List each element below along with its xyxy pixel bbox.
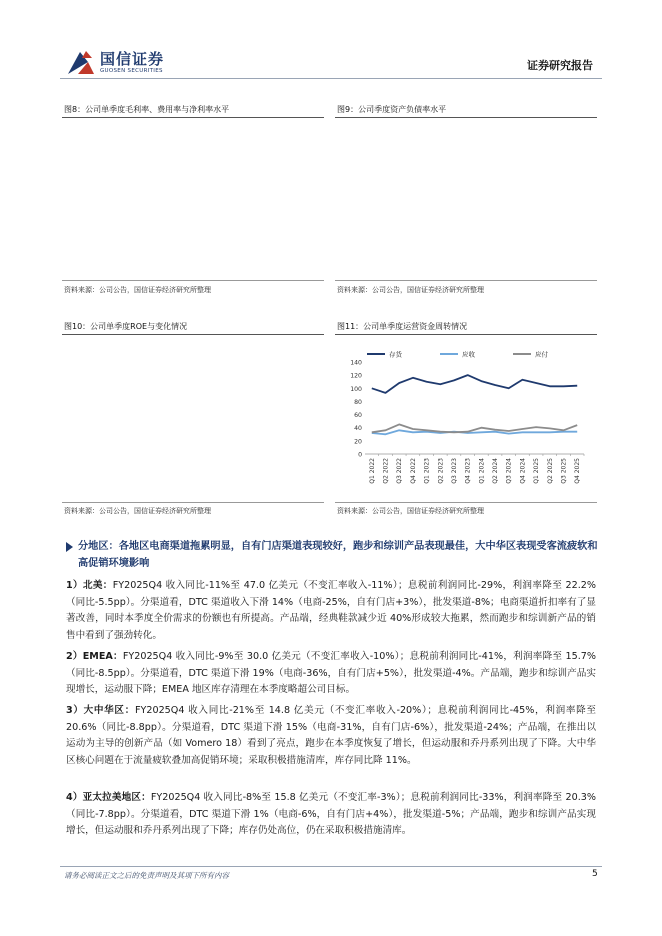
logo [60,46,190,78]
fig11-series-line [372,375,577,393]
fig11-ytick-label: 120 [350,372,362,380]
fig11-xtick-label: Q4 2023 [464,458,472,484]
fig11-ytick-label: 100 [350,385,362,393]
fig11-xtick-label: Q2 2023 [437,458,445,484]
fig11-xtick-label: Q4 2024 [519,458,527,484]
fig11-xtick-label: Q2 2025 [546,458,554,484]
fig9-title: 图9：公司季度资产负债率水平 [337,105,447,114]
fig10-title: 图10：公司单季度ROE与变化情况 [64,322,188,331]
footer-disclaimer: 请务必阅读正文之后的免责声明及其项下所有内容 [64,871,229,880]
fig11-xtick-label: Q1 2024 [478,458,486,484]
fig8-bottom-rule [62,280,324,281]
paragraph-label: 3）大中华区： [66,705,135,716]
paragraph-apla [66,790,596,840]
paragraph-north-america [66,578,596,644]
report-type: 证券研究报告 [527,59,593,72]
paragraph-emea [66,649,596,699]
fig11-ytick-label: 140 [350,359,362,367]
fig10-source: 资料来源：公司公告，国信证券经济研究所整理 [64,507,211,515]
fig11-xtick-label: Q2 2022 [382,458,390,484]
fig11-title: 图11：公司单季度运营资金周转情况 [337,322,468,331]
fig9-top-rule [335,117,597,118]
paragraph-label: 4）亚太拉美地区： [66,792,151,803]
footer-divider [60,866,602,867]
fig11-xtick-label: Q3 2023 [450,458,458,484]
fig11-chart [335,327,605,497]
bullet-icon [66,542,73,552]
company-name-en: GUOSEN SECURITIES [100,68,163,74]
fig11-ytick-label: 0 [358,451,362,459]
logo-mark-icon [66,48,96,78]
paragraph-text: FY2025Q4 收入同比-9%至 30.0 亿美元（不变汇率收入-10%）；息税前利润同比-41%，利润率降至 15.7%（同比-8.5pp）。分渠道看，DTC 渠道下滑 19%（电商-36%，自有门店+5%），批发渠道-4%。产品端，跑步和综训产品实现增长，运动服下降；EMEA 地区库存清理在本季度略超公司目标。 [66,651,596,696]
section-heading-text: 分地区：各地区电商渠道拖累明显，自有门店渠道表现较好，跑步和综训产品表现最佳，大中华区表现受客流疲软和高促销环境影响 [78,541,598,569]
paragraph-label: 2）EMEA： [66,651,123,662]
fig11-xtick-label: Q4 2022 [409,458,417,484]
fig8-top-rule [62,117,324,118]
fig11-ytick-label: 40 [354,425,362,433]
fig11-legend-label: 应收 [462,350,475,359]
fig9-bottom-rule [335,280,597,281]
fig11-xtick-label: Q1 2025 [533,458,541,484]
fig10-bottom-rule [62,502,324,503]
paragraph-text: FY2025Q4 收入同比-8%至 15.8 亿美元（不变汇率-3%）；息税前利润同比-33%，利润率降至 20.3%（同比-7.8pp）。分渠道看，DTC 渠道下滑 1%（电商-6%，自有门店+4%），批发渠道-5%；产品端，跑步和综训产品实现增长，但运动服和乔丹系列出现了下降；库存仍处高位，仍在采取积极措施清库。 [66,792,596,837]
fig11-bottom-rule [335,502,597,503]
fig8-source: 资料来源：公司公告，国信证券经济研究所整理 [64,286,211,294]
fig11-xtick-label: Q4 2025 [574,458,582,484]
paragraph-text: FY2025Q4 收入同比-21%至 14.8 亿美元（不变汇率收入-20%）；息税前利润同比-45%，利润率降至 20.6%（同比-8.8pp）。分渠道看，DTC 渠道下滑 15%（电商-31%，自有门店-6%），批发渠道-24%；产品端，在推出以运动为主导的创新产品（如 Vomero 18）看到了亮点，跑步在本季度恢复了增长，但运动服和乔丹系列出现了下降。大中华区核心问题在于流量疲软叠加高促销环境；采取积极措施清库，库存同比降 11%。 [66,705,596,766]
fig11-legend-label: 存货 [389,350,402,359]
fig11-xtick-label: Q1 2023 [423,458,431,484]
fig11-ytick-label: 20 [354,438,362,446]
fig9-source: 资料来源：公司公告，国信证券经济研究所整理 [337,286,484,294]
fig11-xtick-label: Q1 2022 [368,458,376,484]
fig11-xtick-label: Q3 2022 [396,458,404,484]
fig11-xtick-label: Q2 2024 [492,458,500,484]
fig11-xtick-label: Q3 2025 [560,458,568,484]
header-divider [60,78,602,79]
paragraph-label: 1）北美： [66,580,113,591]
fig11-ytick-label: 80 [354,398,362,406]
fig11-source: 资料来源：公司公告，国信证券经济研究所整理 [337,507,484,515]
fig8-title: 图8：公司单季度毛利率、费用率与净利率水平 [64,105,230,114]
fig9-chart [335,120,605,290]
fig11-xtick-label: Q3 2024 [505,458,513,484]
paragraph-greater-china [66,703,596,769]
fig11-legend-label: 应付 [535,350,548,359]
section-heading [64,539,600,572]
page-number: 5 [592,869,598,879]
paragraph-text: FY2025Q4 收入同比-11%至 47.0 亿美元（不变汇率收入-11%）；息税前利润同比-29%，利润率降至 22.2%（同比-5.5pp）。分渠道看，DTC 渠道收入下滑 14%（电商-25%，自有门店+3%），批发渠道-8%；电商渠道折扣率有了显著改善，同时本季度全价需求的份额也有所提高。产品端，经典鞋款减少近 40%形成较大拖累，然而跑步和综训新产品的销售中看到了强劲转化。 [66,580,596,641]
fig11-series-line [372,430,577,434]
company-name-cn: 国信证券 [100,50,165,68]
fig11-ytick-label: 60 [354,412,362,420]
